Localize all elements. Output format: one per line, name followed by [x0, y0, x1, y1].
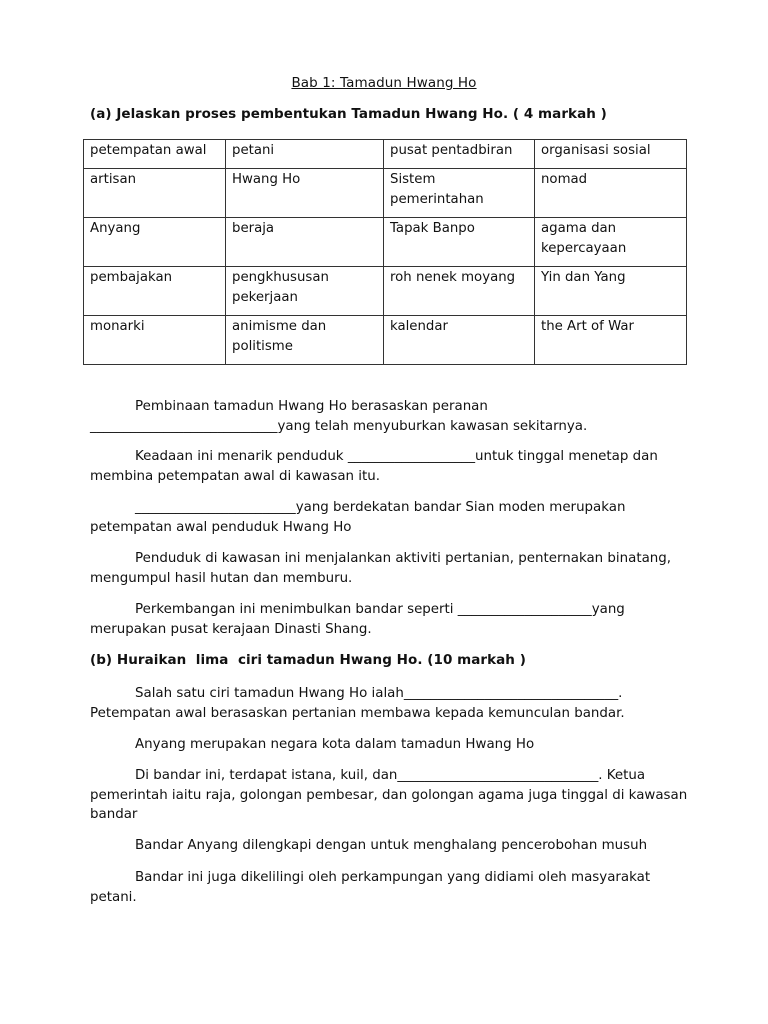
paragraph-b5 — [90, 868, 690, 907]
paragraph-text: Pembinaan tamadun Hwang Ho berasaskan peranan — [135, 399, 488, 414]
paragraph-text: yang merupakan pusat kerajaan Dinasti Shang. — [90, 602, 630, 637]
table-cell: organisasi sosial — [535, 140, 687, 169]
paragraph-text: Bandar ini juga dikelilingi oleh perkampungan yang didiami oleh masyarakat petani. — [90, 870, 655, 905]
paragraph-text: Salah satu ciri tamadun Hwang Ho ialah — [135, 686, 404, 701]
table-row — [84, 140, 687, 169]
paragraph-a3 — [90, 498, 690, 537]
paragraph-text: Keadaan ini menarik penduduk — [135, 449, 348, 464]
table-cell: animisme dan politisme — [226, 316, 384, 365]
table-cell: nomad — [535, 169, 687, 218]
paragraph-text: yang berdekatan bandar Sian moden merupakan petempatan awal penduduk Hwang Ho — [90, 500, 630, 535]
answer-blank[interactable]: ____________________ — [457, 602, 592, 617]
paragraph-b1 — [90, 684, 690, 723]
page-title: Bab 1: Tamadun Hwang Ho — [291, 75, 477, 91]
table-cell: pembajakan — [84, 267, 226, 316]
paragraph-a1 — [90, 397, 690, 436]
paragraph-text: Perkembangan ini menimbulkan bandar seperti — [135, 602, 458, 617]
paragraph-b2 — [90, 735, 690, 755]
table-cell: Hwang Ho — [226, 169, 384, 218]
paragraph-text: Anyang merupakan negara kota dalam tamadun Hwang Ho — [135, 737, 535, 752]
table-cell: beraja — [226, 218, 384, 267]
table-cell: monarki — [84, 316, 226, 365]
table-cell: Yin dan Yang — [535, 267, 687, 316]
table-cell: roh nenek moyang — [384, 267, 535, 316]
table-cell: kalendar — [384, 316, 535, 365]
answer-blank[interactable]: ________________________ — [135, 500, 296, 515]
section-b-heading: (b) Huraikan lima ciri tamadun Hwang Ho. (10 markah ) — [90, 652, 526, 668]
table-row — [84, 267, 687, 316]
table-row — [84, 316, 687, 365]
table-cell: pengkhususan pekerjaan — [226, 267, 384, 316]
table-cell: petani — [226, 140, 384, 169]
table-cell: the Art of War — [535, 316, 687, 365]
answer-blank[interactable]: ________________________________ — [403, 686, 619, 701]
answer-blank[interactable]: ____________________________ — [90, 418, 278, 434]
table-cell: petempatan awal — [84, 140, 226, 169]
paragraph-text: yang telah menyuburkan kawasan sekitarnya. — [277, 418, 588, 434]
table-cell: agama dan kepercayaan — [535, 218, 687, 267]
paragraph-a5 — [90, 600, 690, 639]
table-cell: Tapak Banpo — [384, 218, 535, 267]
table-cell: artisan — [84, 169, 226, 218]
answer-blank[interactable]: ___________________ — [347, 449, 476, 464]
table-row — [84, 169, 687, 218]
paragraph-b4 — [90, 836, 690, 856]
paragraph-b3 — [90, 766, 690, 825]
paragraph-text: untuk tinggal menetap dan membina petempatan awal di kawasan itu. — [90, 449, 663, 484]
paragraph-text: Di bandar ini, terdapat istana, kuil, dan — [135, 768, 398, 783]
terms-table — [83, 139, 687, 365]
table-cell: pusat pentadbiran — [384, 140, 535, 169]
table-row — [84, 218, 687, 267]
table-cell: Anyang — [84, 218, 226, 267]
paragraph-text: Penduduk di kawasan ini menjalankan aktiviti pertanian, penternakan binatang, mengumpul hasil hutan dan memburu. — [90, 551, 676, 586]
paragraph-a4 — [90, 549, 690, 588]
answer-blank[interactable]: ______________________________ — [397, 768, 599, 783]
paragraph-text: . Petempatan awal berasaskan pertanian membawa kepada kemunculan bandar. — [90, 686, 627, 721]
table-cell: Sistem pemerintahan — [384, 169, 535, 218]
paragraph-text: . Ketua pemerintah iaitu raja, golongan pembesar, dan golongan agama juga tinggal di kawasan bandar — [90, 768, 692, 822]
paragraph-text: Bandar Anyang dilengkapi dengan untuk menghalang pencerobohan musuh — [135, 838, 648, 853]
section-a-heading: (a) Jelaskan proses pembentukan Tamadun Hwang Ho. ( 4 markah ) — [90, 106, 607, 122]
paragraph-a2 — [90, 447, 690, 486]
